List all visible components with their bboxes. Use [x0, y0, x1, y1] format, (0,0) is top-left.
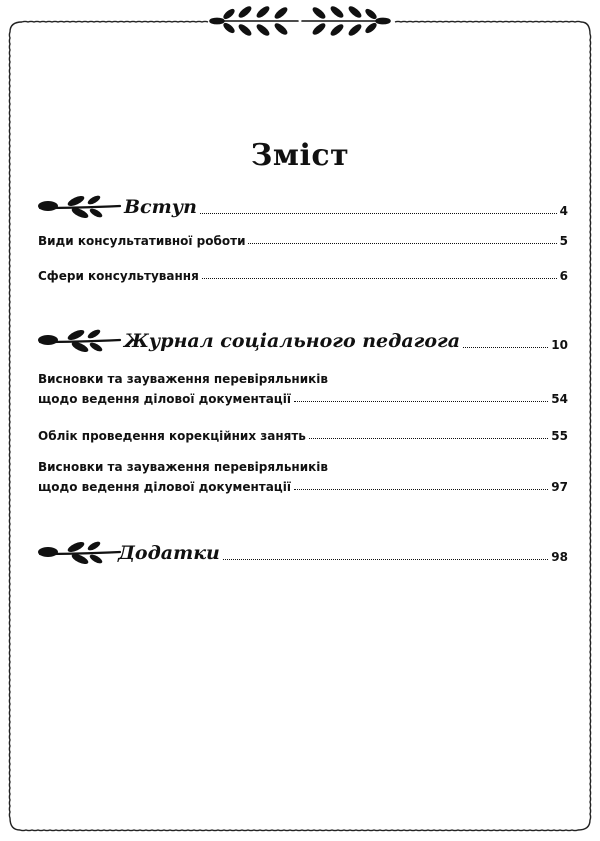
toc-entry-title: Облік проведення корекційних занять — [38, 429, 306, 443]
toc-entry-title: Журнал соціального педагога — [124, 330, 461, 352]
dot-leader — [202, 278, 557, 279]
toc-entry-title: Висновки та зауваження перевіряльників — [38, 372, 328, 386]
toc-entry-oblik[interactable] — [38, 425, 568, 443]
leaf-branch-icon — [36, 538, 122, 564]
toc-entry-vydy[interactable] — [38, 230, 568, 248]
dot-leader — [294, 401, 548, 402]
dot-leader — [200, 213, 557, 214]
olive-branch-ornament-icon — [203, 2, 397, 40]
toc-entry-page: 4 — [559, 204, 568, 218]
toc-entry-vysnovky-1[interactable] — [38, 372, 568, 406]
toc-entry-dodatky[interactable] — [118, 538, 568, 564]
toc-entry-page: 6 — [559, 269, 568, 283]
dot-leader — [463, 347, 548, 348]
toc-entry-title: Висновки та зауваження перевіряльників — [38, 460, 328, 474]
dot-leader — [294, 489, 548, 490]
leaf-branch-icon — [36, 326, 122, 352]
toc-entry-title: Види консультативної роботи — [38, 234, 246, 248]
toc-entry-title: Вступ — [124, 196, 197, 218]
toc-entry-title-continued: щодо ведення ділової документації — [38, 480, 291, 494]
leaf-branch-icon — [36, 192, 122, 218]
dot-leader — [309, 438, 548, 439]
toc-entry-page: 97 — [551, 480, 568, 494]
toc-entry-page: 55 — [551, 429, 568, 443]
toc-entry-title: Сфери консультування — [38, 269, 199, 283]
page-title: Зміст — [250, 138, 350, 173]
toc-entry-title-continued: щодо ведення ділової документації — [38, 392, 291, 406]
dot-leader — [248, 243, 556, 244]
toc-entry-vysnovky-2[interactable] — [38, 460, 568, 494]
toc-entry-title: Додатки — [118, 542, 220, 564]
toc-entry-page: 5 — [559, 234, 568, 248]
toc-entry-page: 10 — [551, 338, 568, 352]
toc-entry-sfery[interactable] — [38, 265, 568, 283]
toc-entry-page: 98 — [551, 550, 568, 564]
toc-entry-page: 54 — [551, 392, 568, 406]
toc-entry-vstup[interactable] — [124, 192, 568, 218]
dot-leader — [223, 559, 548, 560]
toc-entry-zhurnal[interactable] — [124, 326, 568, 352]
